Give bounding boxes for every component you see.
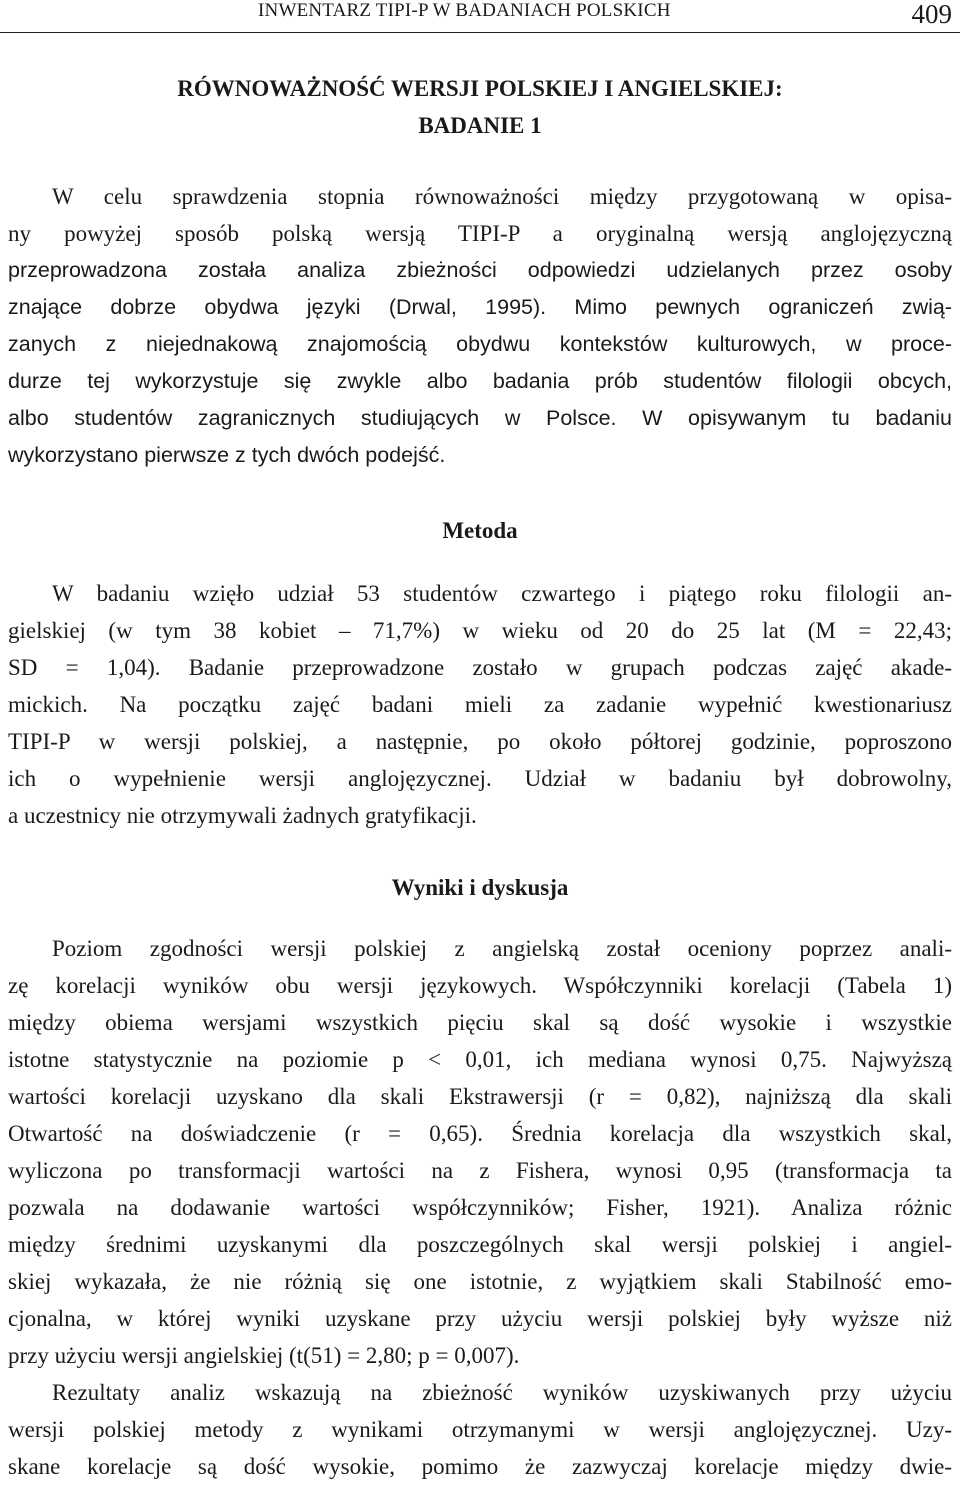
section-title-line-1: RÓWNOWAŻNOŚĆ WERSJI POLSKIEJ I ANGIELSKIEJ: xyxy=(177,76,783,101)
text-line: Otwartość na doświadczenie (r = 0,65). Średnia korelacja dla wszystkich skal, xyxy=(8,1121,952,1146)
text-line: durze tej wykorzystuje się zwykle albo badania prób studentów filologii obcych, xyxy=(8,369,952,393)
text-line: wersji polskiej metody z wynikami otrzymanymi w wersji anglojęzycznej. Uzy- xyxy=(8,1417,952,1442)
text-line: między obiema wersjami wszystkich pięciu skal są dość wysokie i wszystkie xyxy=(8,1010,952,1035)
page-number: 409 xyxy=(911,0,952,29)
running-head-title: INWENTARZ TIPI-P W BADANIACH POLSKICH xyxy=(258,0,671,21)
text-line: między średnimi uzyskanymi dla poszczególnych skal wersji polskiej i angiel- xyxy=(8,1232,952,1257)
section-title-metoda: Metoda xyxy=(442,518,518,543)
text-line: wykorzystano pierwsze z tych dwóch podejść. xyxy=(8,443,446,467)
paragraph-wyniki xyxy=(8,930,952,1485)
paragraph-introduction xyxy=(8,178,952,474)
text-line: W badaniu wzięło udział 53 studentów czwartego i piątego roku filologii an- xyxy=(52,581,952,606)
text-line: skane korelacje są dość wysokie, pomimo że zazwyczaj korelacje między dwie- xyxy=(8,1454,952,1479)
text-line: przeprowadzona została analiza zbieżności odpowiedzi udzielanych przez osoby xyxy=(8,258,952,282)
text-line: wartości korelacji uzyskano dla skali Ekstrawersji (r = 0,82), najniższą dla skali xyxy=(8,1084,952,1109)
text-line: gielskiej (w tym 38 kobiet – 71,7%) w wieku od 20 do 25 lat (M = 22,43; xyxy=(8,618,952,643)
text-line: Poziom zgodności wersji polskiej z angielską został oceniony poprzez anali- xyxy=(52,936,952,961)
text-line: a uczestnicy nie otrzymywali żadnych gratyfikacji. xyxy=(8,803,477,828)
text-line: W celu sprawdzenia stopnia równoważności między przygotowaną w opisa- xyxy=(52,184,952,209)
text-line: cjonalna, w której wyniki uzyskane przy użyciu wersji polskiej były wyższe niż xyxy=(8,1306,952,1331)
text-line: zanych z niejednakową znajomością obydwu kontekstów kulturowych, w proce- xyxy=(8,332,952,356)
section-title-wyniki: Wyniki i dyskusja xyxy=(391,875,569,900)
text-line: pozwala na dodawanie wartości współczynników; Fisher, 1921). Analiza różnic xyxy=(8,1195,952,1220)
paragraph-metoda xyxy=(8,575,952,834)
text-line: znające dobrze obydwa języki (Drwal, 1995). Mimo pewnych ograniczeń zwią- xyxy=(8,295,952,319)
text-line: zę korelacji wyników obu wersji językowych. Współczynniki korelacji (Tabela 1) xyxy=(8,973,952,998)
text-line: mickich. Na początku zajęć badani mieli za zadanie wypełnić kwestionariusz xyxy=(8,692,952,717)
section-title-line-2: BADANIE 1 xyxy=(418,113,542,138)
text-line: istotne statystycznie na poziomie p < 0,01, ich mediana wynosi 0,75. Najwyższą xyxy=(8,1047,952,1072)
running-header xyxy=(0,0,960,33)
text-line: przy użyciu wersji angielskiej (t(51) = 2,80; p = 0,007). xyxy=(8,1343,520,1368)
text-line: albo studentów zagranicznych studiujących w Polsce. W opisywanym tu badaniu xyxy=(8,406,952,430)
text-line: ich o wypełnienie wersji anglojęzycznej. Udział w badaniu był dobrowolny, xyxy=(8,766,952,791)
text-line: ny powyżej sposób polską wersją TIPI-P a oryginalną wersją anglojęzyczną xyxy=(8,221,952,246)
text-line: wyliczona po transformacji wartości na z Fishera, wynosi 0,95 (transformacja ta xyxy=(8,1158,952,1183)
text-line: Rezultaty analiz wskazują na zbieżność wyników uzyskiwanych przy użyciu xyxy=(52,1380,952,1405)
text-line: skiej wykazała, że nie różnią się one istotnie, z wyjątkiem skali Stabilność emo- xyxy=(8,1269,952,1294)
text-line: SD = 1,04). Badanie przeprowadzone zostało w grupach podczas zajęć akade- xyxy=(8,655,952,680)
text-line: TIPI-P w wersji polskiej, a następnie, po około półtorej godzinie, poproszono xyxy=(8,729,952,754)
